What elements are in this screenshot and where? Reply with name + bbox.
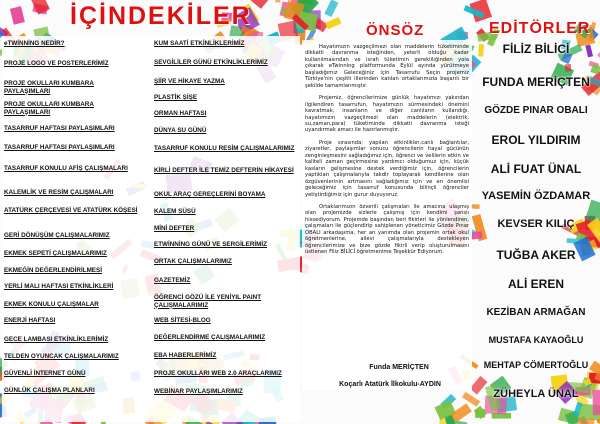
toc-item[interactable]: ENERJİ HAFTASI	[4, 317, 56, 324]
toc-item[interactable]: WEBİNAR PAYLAŞIMLARIMIZ	[154, 388, 243, 395]
toc-item[interactable]: PROJE OKULLARI KUMBARA PAYLAŞIMLARI	[4, 80, 94, 95]
editor-name: KEZİBAN ARMAĞAN	[486, 307, 586, 318]
toc-item[interactable]: EKMEĞİN DEĞERLENDİRİLMESİ	[4, 267, 102, 274]
toc-item[interactable]: KALEM SÜSÜ	[154, 208, 196, 215]
toc-item[interactable]: MİNİ DEFTER	[154, 225, 195, 232]
toc-item[interactable]: TASARRUF KONULU AFİŞ ÇALIŞMALARI	[4, 165, 128, 172]
toc-item[interactable]: eTWİNNİNG NEDİR?	[4, 40, 65, 47]
preface-signature-name: Funda MERİÇTEN	[369, 364, 429, 371]
editor-name: EROL YILDIRIM	[491, 133, 581, 147]
toc-item[interactable]: EBA HABERLERİMİZ	[154, 352, 217, 359]
preface-paragraph: Ortaklarımızın özverili çalışmaları ile amacına ulaşmış olan projemizde sizlerle çalışmış için kendimi şanslı hissediyorum. Projemde başından beri fikirleri ile yönlendiren, çalışmaları ile güçlendirip sahiplenen yöneticimiz Gözde Pınar OBALI arkadaşıma, her an yanımda olan projemin ortak okul öğretmenlerine, ailevi çalışmalarıyla destekleyen öğrencilerimize ve bize gözde fikirli verip oluşturulmasını üstlenen Filiz BİLİCİ öğretmenime Teşekkür Ediyorum.	[305, 203, 469, 256]
editors-title: EDİTÖRLER	[489, 20, 591, 37]
toc-item[interactable]: ORMAN HAFTASI	[154, 110, 207, 117]
toc-item[interactable]: EKMEK SEPETİ ÇALIŞMALARIMIZ	[4, 250, 107, 257]
toc-item[interactable]: EKMEK KONULU ÇALIŞMALAR	[4, 301, 99, 308]
editor-name: KEVSER KILIÇ	[497, 218, 575, 230]
toc-item[interactable]: ETWİNNİNG GÜNÜ VE SERGİLERİMİZ	[154, 241, 267, 248]
toc-item[interactable]: YERLİ MALI HAFTASI ETKİNLİKLERİ	[4, 283, 114, 290]
toc-item[interactable]: ORTAK ÇALIŞMALARIMIZ	[154, 258, 232, 265]
toc-item[interactable]: ÖĞRENCİ GÖZÜ İLE YENİYIL PAINT ÇALIŞMALARIMIZ	[154, 294, 262, 309]
toc-item[interactable]: PROJE OKULLARI WEB 2.0 ARAÇLARIMIZ	[154, 370, 282, 377]
toc-item[interactable]: PROJE LOGO VE POSTERLERİMİZ	[4, 60, 109, 67]
confetti-piece	[578, 419, 594, 424]
toc-item[interactable]: TASARRUF HAFTASI PAYLAŞIMLARI	[4, 144, 115, 151]
editor-name: ALİ FUAT ÜNAL	[490, 162, 582, 176]
editor-name: ZÜHEYLA ÜNAL	[493, 388, 579, 400]
editor-name: MEHTAP CÖMERTOĞLU	[483, 360, 589, 370]
toc-item[interactable]: ŞİİR VE HİKAYE YAZMA	[154, 78, 225, 85]
confetti-piece	[30, 0, 50, 15]
toc-item[interactable]: KİRLİ DEFTER İLE TEMİZ DEFTERİN HİKAYESİ	[154, 167, 294, 174]
confetti-piece	[10, 6, 25, 25]
toc-item[interactable]: DÜNYA SU GÜNÜ	[154, 127, 207, 134]
toc-item[interactable]: TASARRUF KONULU RESİM ÇALIŞMALARIMIZ	[154, 145, 295, 152]
toc-item[interactable]: TELDEN OYUNCAK ÇALIŞMALARIMIZ	[4, 353, 119, 360]
preface-paragraph: Hayatımızın vazgeçilmezi olan maddelerin tüketiminde dikkatli davranma isteğinden, yeterli olduğu kadar kullanılmasından ve israfı tüketimin gerekliliğinden yola çıkarak eTwinning platformunda Eylül ayında yürütmeye başladığımız Geleceğiniz için Tasarrufu Seçin projemiz Türkiye'nin çeşitli illerinden katılan ortaklarımızla başarılı bir şekilde tamamlanmıştır.	[305, 44, 469, 89]
toc-item[interactable]: ATATÜRK ÇERÇEVESİ VE ATATÜRK KÖŞESİ	[4, 207, 138, 214]
toc-item[interactable]: OKUL ARAÇ GEREÇLERİNİ BOYAMA	[154, 191, 266, 198]
preface-paragraph: Proje sırasında; yapılan etkinlikler,canlı bağlantılar, ziyaretler, paylaşımlar sonucu öğrencilerin hayal gücünün zenginleşmesini sağladığımız için, öğrenci ve velilerin etkin ve kaliteli zaman geçirmesine yardımcı olduğumuz için, küçük kasların gelişmesine destek verdiğimiz için, öğrencilerin yaptıkları çalışmalarıyla takdir toplayarak kendilerine olan özgüvenlerinin artmasını sağladığımız için ve en önemlisi geleceğimiz için tasarruf konusunda bilinçli öğrenciler yetiştirdiğimiz için gurur duyuyoruz.	[305, 139, 469, 198]
editor-name: MUSTAFA KAYAOĞLU	[488, 335, 584, 345]
toc-title: İÇİNDEKİLER	[70, 2, 252, 30]
editor-name: FİLİZ BİLİCİ	[502, 42, 570, 56]
preface-paragraph: Projemiz, öğrencilerimize günlük hayatımızı yakından ilgilendiren tasarrufun, hayatımızın sürmesindeki önemini kavratmak, insanların ve diğer canlıların kullandığı, hayatımızın vazgeçilmezi olan maddelerin (elektrik, su,zaman,para) tüketiminde dikkatli davranma isteği uyandırmak amacı ile hazırlanmıştır.	[305, 95, 469, 134]
confetti-piece	[565, 64, 572, 72]
toc-item[interactable]: DEĞERLENDİRME ÇALIŞMALARIMIZ	[154, 334, 266, 341]
toc-item[interactable]: KALEMLİK VE RESİM ÇALIŞMALARI	[4, 189, 114, 196]
preface-body	[305, 44, 469, 262]
confetti-piece	[325, 17, 341, 29]
editor-name: TUĞBA AKER	[496, 248, 576, 262]
toc-item[interactable]: GÜNLÜK ÇALIŞMA PLANLARI	[4, 387, 95, 394]
toc-item[interactable]: GÜVENLİ İNTERNET GÜNÜ	[4, 370, 86, 377]
editor-name: ALİ EREN	[507, 277, 564, 291]
confetti-piece	[324, 0, 338, 17]
toc-item[interactable]: GECE LAMBASI ETKİNLİKLERİMİZ	[4, 336, 109, 343]
toc-item[interactable]: TASARRUF HAFTASI PAYLAŞIMLARI	[4, 125, 115, 132]
toc-item[interactable]: SEVGİLİLER GÜNÜ ETKİNLİKLERİMİZ	[154, 59, 268, 66]
editor-name: GÖZDE PINAR OBALI	[484, 105, 588, 116]
toc-item[interactable]: KUM SAATİ ETKİNLİKLERİMİZ	[154, 40, 245, 47]
editor-name: FUNDA MERİÇTEN	[482, 75, 590, 89]
toc-item[interactable]: GAZETEMİZ	[154, 277, 191, 284]
editor-name: YASEMİN ÖZDAMAR	[481, 190, 591, 202]
toc-item[interactable]: PLASTİK ŞİŞE	[154, 94, 198, 101]
confetti-piece	[274, 0, 280, 3]
toc-item[interactable]: WEB SİTESİ-BLOG	[154, 317, 211, 324]
toc-item[interactable]: PROJE OKULLARI KUMBARA PAYLAŞIMLARI	[4, 101, 94, 116]
preface-signature-school: Koçarlı Atatürk İlkokulu-AYDIN	[339, 381, 441, 388]
toc-item[interactable]: GERİ DÖNÜŞÜM ÇALIŞMALARIMIZ	[4, 232, 110, 239]
preface-title: ÖNSÖZ	[366, 22, 425, 39]
